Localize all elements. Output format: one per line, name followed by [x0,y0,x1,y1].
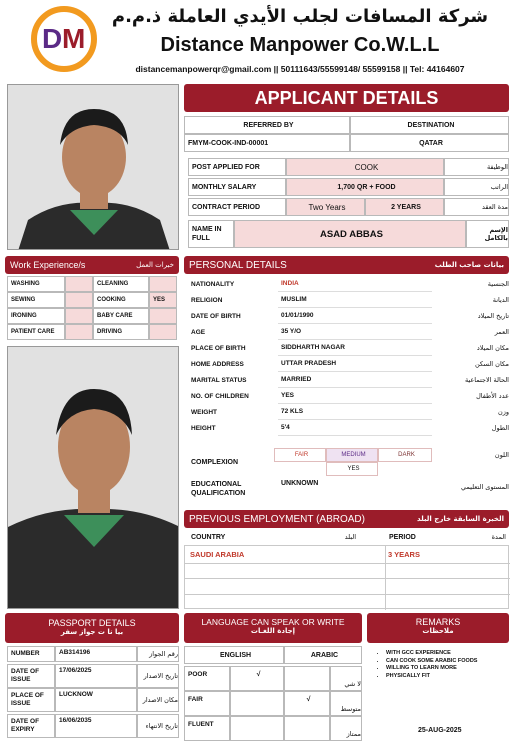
passport-field-label-ar: تاريخ الاصدار [137,664,179,688]
country-label-ar: البلد [344,533,356,541]
contact-line: distancemanpowerqr@gmail.com || 50111643/55599148/ 55599158 || Tel: 44164607 [135,64,465,74]
language-level-label: FAIR [184,691,230,716]
applicant-photo-full [7,346,179,609]
passport-field-label: DATE OF EXPIRY [7,714,55,738]
arabic-column: ARABIC [284,646,362,664]
period-label: PERIOD [389,533,416,541]
arabic-level-mark [284,716,330,741]
personal-field-value: MUSLIM [278,292,432,308]
english-column: ENGLISH [184,646,284,664]
language-level-label-ar: لا شي [330,666,362,691]
previous-employment-header [184,510,509,528]
work-skill-label: IRONING [7,308,65,324]
personal-details-header [184,256,509,274]
work-skill-label: CLEANING [93,276,149,292]
personal-field-label: RELIGION [191,296,223,304]
passport-details-title: PASSPORT DETAILS [48,618,136,628]
remark-item: • WILLING TO LEARN MORE [386,665,508,673]
passport-details-title-ar: بيا نا ت جواز سفر [60,628,124,636]
complexion-label: COMPLEXION [191,458,239,466]
personal-field-label-ar: عدد الأطفال [476,392,509,400]
complexion-label-ar: اللون [494,451,509,459]
arabic-level-mark: √ [284,691,330,716]
education-label: EDUCATIONAL QUALIFICATION [191,481,246,497]
work-skill-value [149,276,177,292]
work-skill-label: PATIENT CARE [7,324,65,340]
language-title-ar: إجادة اللغـات [250,627,296,635]
work-skill-label: WASHING [7,276,65,292]
language-title: LANGUAGE CAN SPEAK OR WRITE [201,617,345,627]
personal-field-label: HEIGHT [191,424,216,432]
personal-field-label-ar: الحالة الاجتماعية [464,376,509,384]
language-level-label: POOR [184,666,230,691]
personal-field-value: MARRIED [278,372,432,388]
passport-details-header [5,613,179,643]
personal-field-label: AGE [191,328,206,336]
destination-label: DESTINATION [350,116,509,134]
passport-field-value: 16/06/2035 [55,714,137,738]
svg-text:M: M [62,23,86,54]
personal-field-label-ar: الديانة [492,296,509,304]
salary-value: 1,700 QR + FOOD [286,178,444,196]
language-header [184,613,362,643]
full-name-label-ar: الإسم بالكامل [466,220,509,248]
passport-field-label: DATE OF ISSUE [7,664,55,688]
country-label: COUNTRY [191,533,226,541]
education-label-ar: المستوى التعليمي [461,483,509,491]
language-level-label: FLUENT [184,716,230,741]
contract-label: CONTRACT PERIOD [188,198,286,216]
personal-field-label-ar: مكان الميلاد [476,344,509,352]
passport-field-label: NUMBER [7,646,55,662]
passport-field-value: AB314196 [55,646,137,662]
passport-field-label-ar: رقم الجواز [137,646,179,662]
arabic-level-mark [284,666,330,691]
post-label: POST APPLIED FOR [188,158,286,176]
destination-value: QATAR [350,134,509,152]
personal-field-label: PLACE OF BIRTH [191,344,246,352]
work-skill-value [149,308,177,324]
work-skill-label: DRIVING [93,324,149,340]
company-name: Distance Manpower Co.W.L.L [160,34,440,56]
personal-field-label-ar: وزن [497,408,509,416]
remarks-header [367,613,509,643]
work-skill-value [65,308,93,324]
personal-details-title-ar: بيانات صاحب الطلب [434,261,504,269]
contract-value-words: Two Years [286,198,365,216]
personal-field-value: 72 KLS [278,404,432,420]
personal-field-label-ar: الجنسية [487,280,509,288]
complexion-fair: FAIR [274,448,326,462]
personal-field-label-ar: العمر [494,328,509,336]
remarks-list [378,650,508,680]
svg-text:D: D [42,23,63,54]
work-skill-label: COOKING [93,292,149,308]
work-skill-label: SEWING [7,292,65,308]
passport-field-value: 17/06/2025 [55,664,137,688]
personal-field-label: NATIONALITY [191,280,235,288]
passport-field-label: PLACE OF ISSUE [7,688,55,712]
language-level-label-ar: متوسط [330,691,362,716]
previous-employment-title-ar: الخبرة السابقة خارج البلد [417,515,504,523]
personal-field-label-ar: مكان السكن [474,360,509,368]
personal-field-label-ar: الطول [491,424,509,432]
complexion-medium: MEDIUM [326,448,378,462]
personal-field-label: MARITAL STATUS [191,376,247,384]
post-label-ar: الوظيفة [444,158,509,176]
reference-code: FMYM-COOK-IND-00001 [184,134,350,152]
personal-details-title: PERSONAL DETAILS [189,259,287,271]
work-experience-title-ar: خبرات العمل [136,261,174,269]
personal-field-value: UTTAR PRADESH [278,356,432,372]
full-name-label: NAME IN FULL [188,220,234,248]
personal-field-label: DATE OF BIRTH [191,312,241,320]
previous-period-value: 3 YEARS [388,550,420,559]
referred-by-label: REFERRED BY [184,116,350,134]
english-level-mark [230,716,284,741]
work-skill-value [65,292,93,308]
complexion-value: YES [326,462,378,476]
remarks-date: 25-AUG-2025 [418,727,462,734]
previous-employment-title: PREVIOUS EMPLOYMENT (ABROAD) [189,513,365,525]
remarks-title: REMARKS [415,617,461,627]
personal-field-value: YES [278,388,432,404]
english-level-mark: √ [230,666,284,691]
english-level-mark [230,691,284,716]
company-logo [28,4,104,74]
post-value: COOK [286,158,444,176]
applicant-photo-top [7,84,179,250]
salary-label-ar: الراتب [444,178,509,196]
personal-field-value: SIDDHARTH NAGAR [278,340,432,356]
personal-field-label: HOME ADDRESS [191,360,244,368]
personal-field-value: 01/01/1990 [278,308,432,324]
applicant-details-header: APPLICANT DETAILS [184,84,509,112]
work-skill-value [65,324,93,340]
personal-field-value: 5'4 [278,420,432,436]
passport-field-label-ar: مكان الاصدار [137,688,179,712]
previous-country-value: SAUDI ARABIA [190,550,245,559]
personal-field-value: INDIA [278,276,432,292]
salary-label: MONTHLY SALARY [188,178,286,196]
contract-label-ar: مدة العقد [444,198,509,216]
work-experience-header [5,256,179,274]
remark-item: • CAN COOK SOME ARABIC FOODS [386,658,508,666]
remark-item: • WITH GCC EXPERIENCE [386,650,508,658]
education-value: UNKNOWN [281,480,319,487]
company-name-arabic: شركة المسافات لجلب الأيدي العاملة ذ.م.م [111,6,489,27]
work-skill-value [149,324,177,340]
passport-field-value: LUCKNOW [55,688,137,712]
personal-field-label: WEIGHT [191,408,217,416]
contract-value-number: 2 YEARS [365,198,444,216]
passport-field-label-ar: تاريخ الانتهاء [137,714,179,738]
work-skill-value [65,276,93,292]
language-level-label-ar: ممتاز [330,716,362,741]
period-label-ar: المدة [491,533,506,541]
remarks-title-ar: ملاحظات [422,627,454,635]
work-skill-label: BABY CARE [93,308,149,324]
personal-field-value: 35 Y/O [278,324,432,340]
personal-field-label: NO. OF CHILDREN [191,392,249,400]
complexion-dark: DARK [378,448,432,462]
remark-item: • PHYSICALLY FIT [386,673,508,681]
work-skill-value: YES [149,292,177,308]
full-name-value: ASAD ABBAS [234,220,466,248]
work-experience-title: Work Experience/s [10,260,86,270]
personal-field-label-ar: تاريخ الميلاد [477,312,509,320]
